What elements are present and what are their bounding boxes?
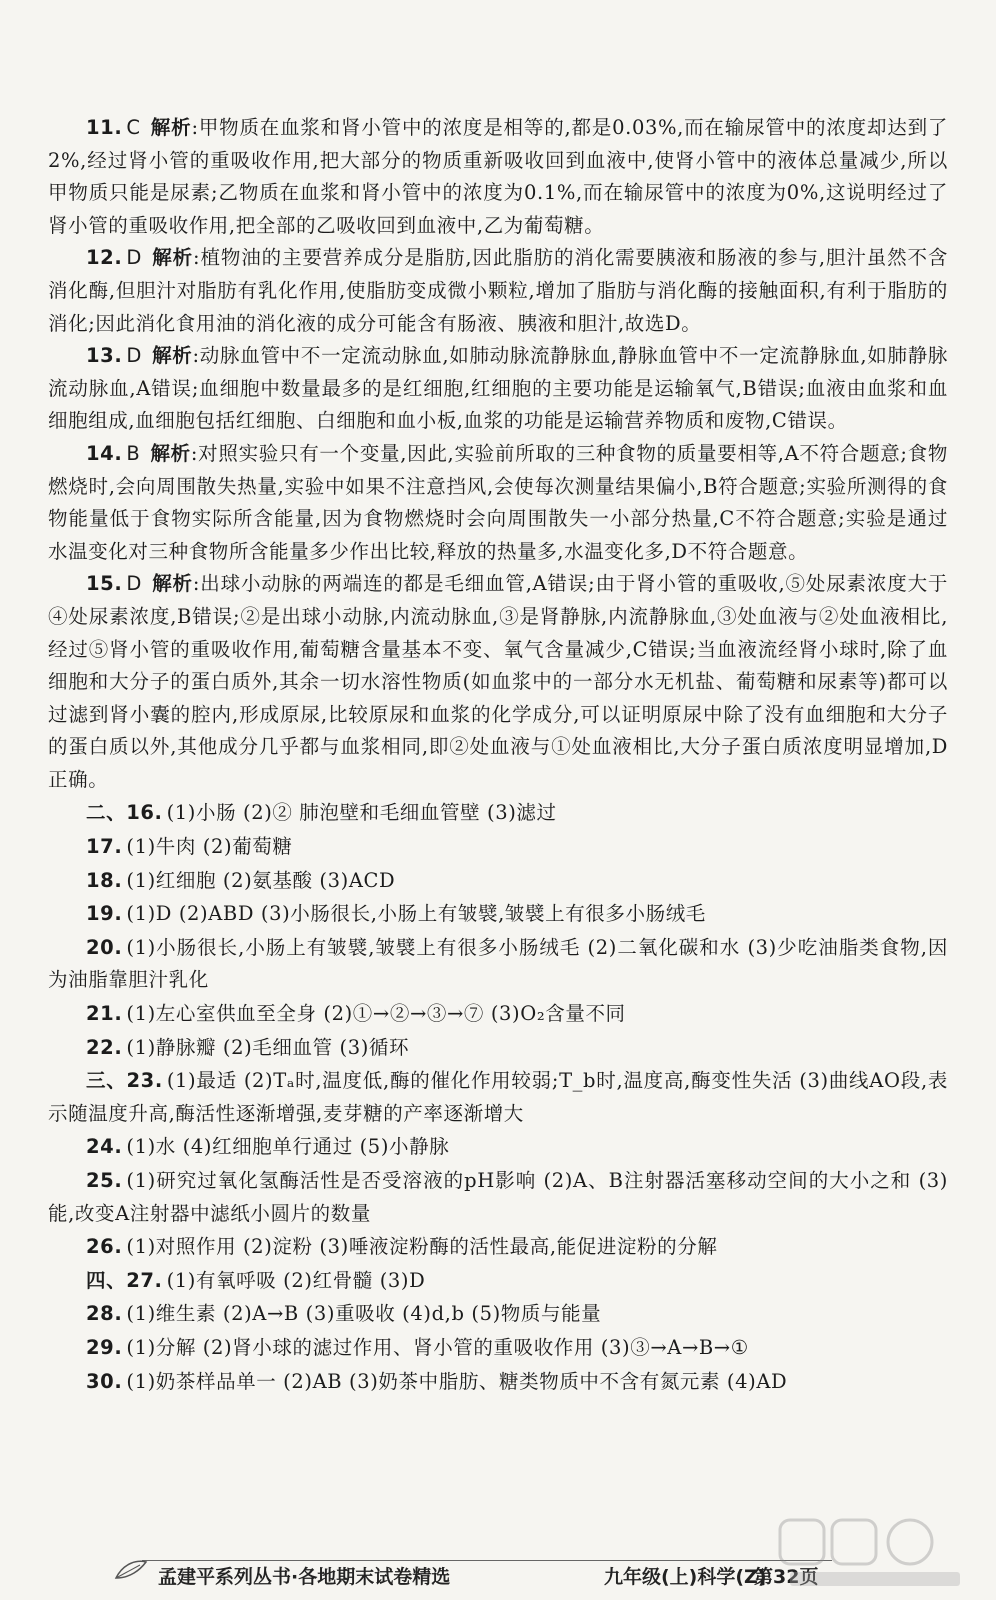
answer-18: 18. (1)红细胞 (2)氨基酸 (3)ACD	[86, 868, 396, 892]
footer-rule	[142, 1560, 832, 1561]
answer-paragraph-13: 13. D 解析:动脉血管中不一定流动脉血,如肺动脉流静脉血,静脉血管中不一定流静脉血,如肺静脉流动脉血,A错误;血细胞中数量最多的是红细胞,红细胞的主要功能是运输氧气,B错误;血液由血浆和血细胞组成,血细胞包括红细胞、白细胞和血小板,血浆的功能是运输营养物质和废物,C错误。	[48, 344, 949, 433]
leaf-icon	[114, 1558, 148, 1582]
footer-grade: 九年级(上)科学(Z)	[604, 1566, 767, 1588]
answer-30: 30. (1)奶茶样品单一 (2)AB (3)奶茶中脂肪、糖类物质中不含有氮元素 (4)AD	[86, 1369, 788, 1393]
answer-25: 25. (1)研究过氧化氢酶活性是否受溶液的pH影响 (2)A、B注射器活塞移动空间的大小之和 (3)能,改变A注射器中滤纸小圆片的数量	[48, 1169, 948, 1225]
answer-28: 28. (1)维生素 (2)A→B (3)重吸收 (4)d,b (5)物质与能量	[86, 1302, 602, 1326]
answer-19: 19. (1)D (2)ABD (3)小肠很长,小肠上有皱襞,皱襞上有很多小肠绒毛	[86, 902, 706, 926]
footer-page-number: 第32页	[754, 1566, 819, 1588]
answer-17: 17. (1)牛肉 (2)葡萄糖	[86, 835, 293, 859]
answer-16: 二、16. (1)小肠 (2)② 肺泡壁和毛细血管壁 (3)滤过	[86, 801, 557, 825]
watermark-logo-icon	[770, 1512, 970, 1592]
page-footer	[128, 1556, 828, 1588]
answer-22: 22. (1)静脉瓣 (2)毛细血管 (3)循环	[86, 1035, 410, 1059]
answer-26: 26. (1)对照作用 (2)淀粉 (3)唾液淀粉酶的活性最高,能促进淀粉的分解	[86, 1235, 718, 1259]
answer-paragraph-11: 11. C 解析:甲物质在血浆和肾小管中的浓度是相等的,都是0.03%,而在输尿管中的浓度却达到了2%,经过肾小管的重吸收作用,把大部分的物质重新吸收回到血液中,使肾小管中的液体总量减少,所以甲物质只能是尿素;乙物质在血浆和肾小管中的浓度为0.1%,而在输尿管中的浓度为0%,这说明经过了肾小管的重吸收作用,把全部的乙吸收回到血液中,乙为葡萄糖。	[48, 116, 949, 237]
answer-20: 20. (1)小肠很长,小肠上有皱襞,皱襞上有很多小肠绒毛 (2)二氧化碳和水 (3)少吃油脂类食物,因为油脂靠胆汁乳化	[48, 935, 948, 992]
answer-24: 24. (1)水 (4)红细胞单行通过 (5)小静脉	[86, 1135, 450, 1159]
answer-paragraph-12: 12. D 解析:植物油的主要营养成分是脂肪,因此脂肪的消化需要胰液和肠液的参与,胆汁虽然不含消化酶,但胆汁对脂肪有乳化作用,使脂肪变成微小颗粒,增加了脂肪与消化酶的接触面积,有利于脂肪的消化;因此消化食用油的消化液的成分可能含有肠液、胰液和胆汁,故选D。	[48, 246, 948, 335]
answer-paragraph-14: 14. B 解析:对照实验只有一个变量,因此,实验前所取的三种食物的质量要相等,A不符合题意;食物燃烧时,会向周围散失热量,实验中如果不注意挡风,会使每次测量结果偏小,B符合题意;实验所测得的食物能量低于食物实际所含能量,因为食物燃烧时会向周围散失一小部分热量,C不符合题意;实验是通过水温变化对三种食物所含能量多少作出比较,释放的热量多,水温变化多,D不符合题意。	[48, 441, 949, 563]
answer-content	[48, 112, 948, 1398]
answer-29: 29. (1)分解 (2)肾小球的滤过作用、肾小管的重吸收作用 (3)③→A→B→①	[86, 1335, 749, 1359]
answer-paragraph-15: 15. D 解析:出球小动脉的两端连的都是毛细血管,A错误;由于肾小管的重吸收,⑤处尿素浓度大于④处尿素浓度,B错误;②是出球小动脉,内流动脉血,③是肾静脉,内流静脉血,③处血液与②处血液相比,经过⑤肾小管的重吸收作用,葡萄糖含量基本不变、氧气含量减少,C错误;当血液流经肾小球时,除了血细胞和大分子的蛋白质外,其余一切水溶性物质(如血浆中的一部分水无机盐、葡萄糖和尿素等)都可以过滤到肾小囊的腔内,形成原尿,比较原尿和血浆的化学成分,可以证明原尿中除了没有血细胞和大分子的蛋白质以外,其他成分几乎都与血浆相同,即②处血液与①处血液相比,大分子蛋白质浓度明显增加,D正确。	[48, 572, 949, 791]
answer-21: 21. (1)左心室供血至全身 (2)①→②→③→⑦ (3)O₂含量不同	[86, 1002, 626, 1026]
answer-23: 三、23. (1)最适 (2)Tₐ时,温度低,酶的催化作用较弱;T_b时,温度高,酶变性失活 (3)曲线AO段,表示随温度升高,酶活性逐渐增强,麦芽糖的产率逐渐增大	[48, 1069, 948, 1125]
answer-27: 四、27. (1)有氧呼吸 (2)红骨髓 (3)D	[86, 1268, 426, 1292]
footer-series: 孟建平系列丛书·各地期末试卷精选	[158, 1566, 451, 1588]
